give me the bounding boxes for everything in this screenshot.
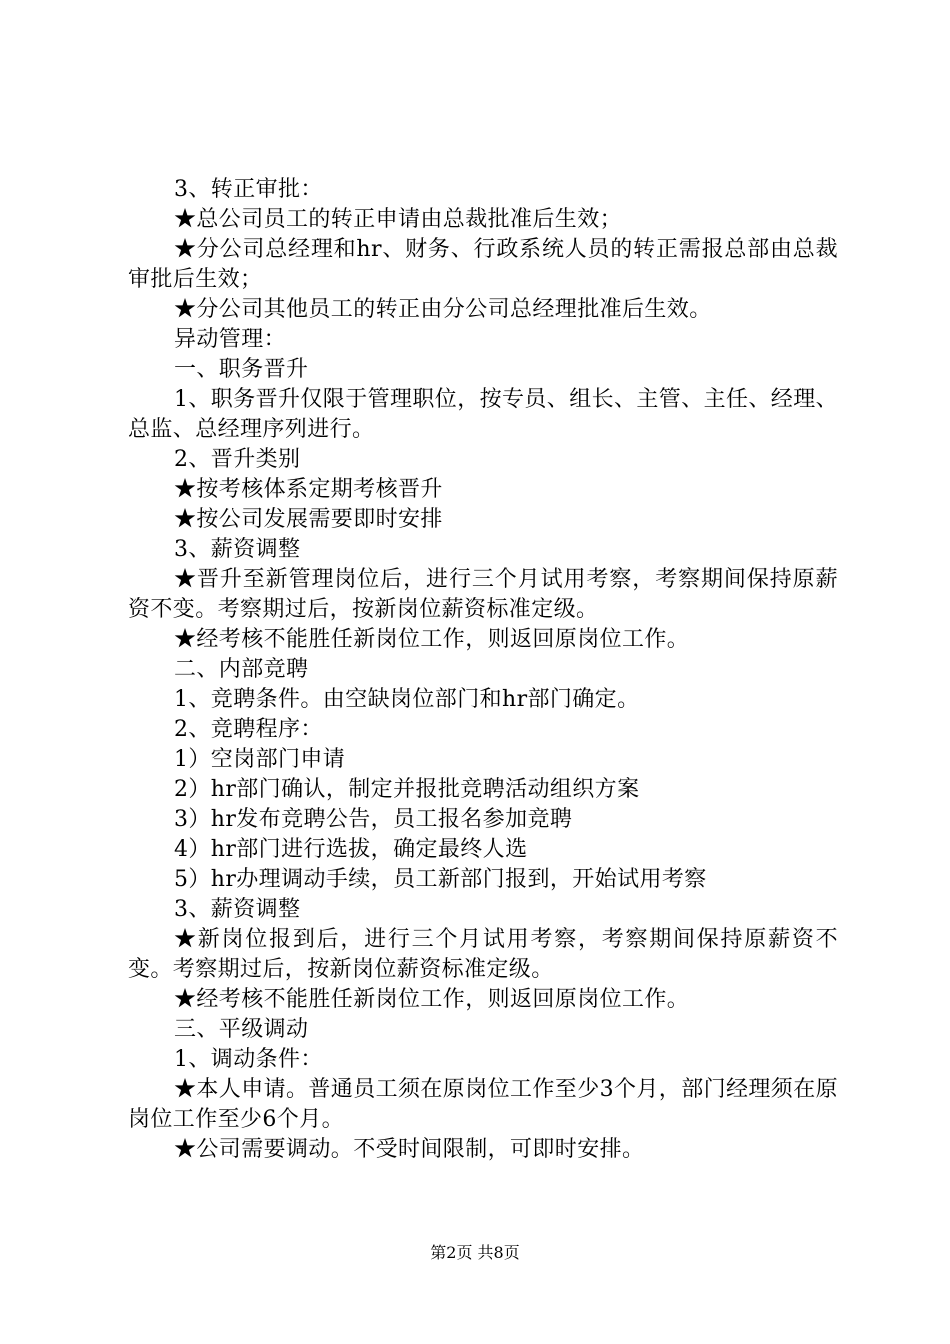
list-item: 4）hr部门进行选拔，确定最终人选 (174, 837, 528, 862)
paragraph: ★本人申请。普通员工须在原岗位工作至少3个月，部门经理须在原岗位工作至少6个月。 (128, 1077, 838, 1132)
paragraph: ★公司需要调动。不受时间限制，可即时安排。 (174, 1137, 645, 1162)
paragraph: ★总公司员工的转正申请由总裁批准后生效； (174, 207, 623, 232)
paragraph: 2、晋升类别 (174, 447, 301, 472)
paragraph: ★新岗位报到后，进行三个月试用考察，考察期间保持原薪资不变。考察期过后，按新岗位薪资标准定级。 (128, 927, 838, 982)
list-item: 1）空岗部门申请 (174, 747, 346, 772)
section-heading: 三、平级调动 (174, 1017, 309, 1042)
section-heading: 二、内部竞聘 (174, 657, 309, 682)
list-item: 2）hr部门确认，制定并报批竞聘活动组织方案 (174, 777, 640, 802)
paragraph: 1、调动条件： (174, 1047, 323, 1072)
paragraph: 3、转正审批： (174, 177, 323, 202)
list-item: 5）hr办理调动手续，员工新部门报到，开始试用考察 (174, 867, 707, 892)
paragraph: 2、竞聘程序： (174, 717, 323, 742)
paragraph: 3、薪资调整 (174, 537, 301, 562)
paragraph: ★经考核不能胜任新岗位工作，则返回原岗位工作。 (174, 627, 690, 652)
paragraph: ★按考核体系定期考核晋升 (174, 477, 443, 502)
paragraph: ★按公司发展需要即时安排 (174, 507, 443, 532)
section-heading: 异动管理： (174, 327, 287, 352)
list-item: 3）hr发布竞聘公告，员工报名参加竞聘 (174, 807, 573, 832)
paragraph: 1、竞聘条件。由空缺岗位部门和hr部门确定。 (174, 687, 640, 712)
paragraph: 3、薪资调整 (174, 897, 301, 922)
paragraph: ★分公司总经理和hr、财务、行政系统人员的转正需报总部由总裁审批后生效； (128, 237, 838, 292)
section-heading: 一、职务晋升 (174, 357, 309, 382)
document-body (128, 175, 838, 1165)
paragraph: ★分公司其他员工的转正由分公司总经理批准后生效。 (174, 297, 712, 322)
paragraph: ★晋升至新管理岗位后，进行三个月试用考察，考察期间保持原薪资不变。考察期过后，按新岗位薪资标准定级。 (128, 567, 838, 622)
paragraph: ★经考核不能胜任新岗位工作，则返回原岗位工作。 (174, 987, 690, 1012)
page-number-footer: 第2页 共8页 (430, 1243, 520, 1262)
paragraph: 1、职务晋升仅限于管理职位，按专员、组长、主管、主任、经理、总监、总经理序列进行。 (128, 387, 838, 442)
